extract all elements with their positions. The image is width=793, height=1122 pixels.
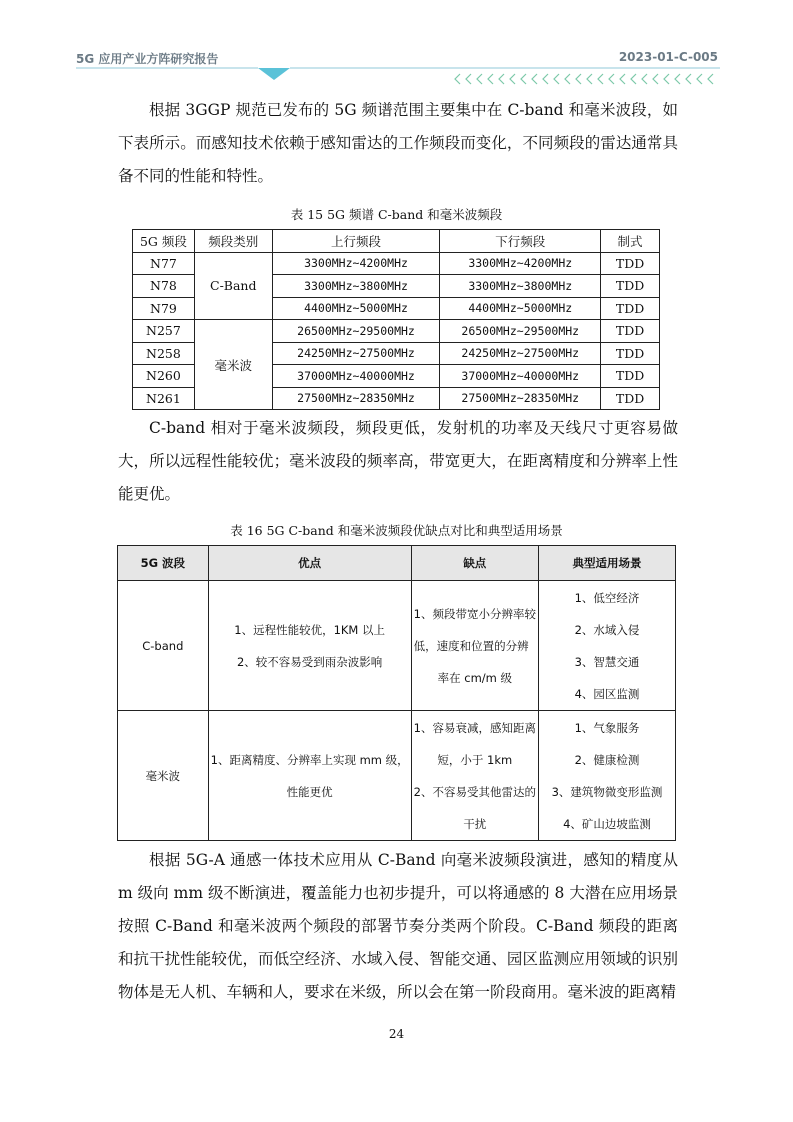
chevron-left-icon: [455, 74, 460, 84]
table-row: [133, 252, 660, 275]
mode-cell: TDD: [601, 275, 660, 298]
chevron-left-icon: [598, 74, 603, 84]
page-number: 24: [388, 1027, 405, 1041]
chevron-left-icon: [708, 74, 713, 84]
chevron-left-icon: [543, 74, 548, 84]
band-cell: N79: [133, 297, 195, 320]
header-decoration: [0, 64, 793, 88]
chevron-left-icon: [521, 74, 526, 84]
pros-line: 1、远程性能较优，1KM 以上: [234, 622, 386, 637]
header-downlink: 下行频段: [440, 230, 601, 253]
scenario-line: 4、园区监测: [574, 686, 640, 701]
mode-cell: TDD: [601, 342, 660, 365]
scenario-line: 2、健康检测: [574, 752, 640, 767]
uplink-cell: 27500MHz~28350MHz: [272, 387, 440, 410]
paragraph-band-comparison: C-band 相对于毫米波频段，频段更低，发射机的功率及天线尺寸更容易做大，所以远程性能较优；毫米波段的频率高，带宽更大，在距离精度和分辨率上性能更优。: [118, 419, 678, 503]
chevron-left-icon: [609, 74, 614, 84]
scenario-line: 1、低空经济: [574, 590, 640, 605]
cons-cell: [411, 711, 538, 841]
header-pros: 优点: [208, 546, 411, 581]
scenario-line: 3、建筑物微变形监测: [551, 784, 663, 799]
cons-line: 2、不容易受其他雷达的: [413, 784, 536, 799]
chevron-left-icon: [554, 74, 559, 84]
chevron-left-icon: [576, 74, 581, 84]
band-comparison-table: [117, 545, 676, 841]
header-uplink: 上行频段: [272, 230, 440, 253]
table-row: [118, 711, 676, 841]
band-cell: N258: [133, 342, 195, 365]
table-header-row: [133, 230, 660, 253]
downlink-cell: 3300MHz~4200MHz: [440, 252, 601, 275]
chevron-left-icon: [532, 74, 537, 84]
header-cons: 缺点: [411, 546, 538, 581]
pros-line: 2、较不容易受到雨杂波影响: [236, 654, 383, 669]
header-title: 5G 应用产业方阵研究报告: [76, 52, 219, 66]
pros-line: 1、距离精度、分辨率上实现 mm 级，: [210, 752, 409, 767]
uplink-cell: 3300MHz~4200MHz: [272, 252, 440, 275]
chevron-left-icon: [697, 74, 702, 84]
cons-line: 1、容易衰减，感知距离: [413, 720, 536, 735]
band-cell: C-band: [118, 581, 209, 711]
header-scenarios: 典型适用场景: [538, 546, 675, 581]
chevron-left-icon: [499, 74, 504, 84]
uplink-cell: 37000MHz~40000MHz: [272, 365, 440, 388]
cons-line: 短，小于 1km: [437, 752, 513, 767]
chevron-left-icon: [664, 74, 669, 84]
chevron-left-icon: [642, 74, 647, 84]
chevron-left-icon: [631, 74, 636, 84]
uplink-cell: 24250MHz~27500MHz: [272, 342, 440, 365]
scenario-line: 1、气象服务: [574, 720, 640, 735]
paragraph-spectrum-intro: 根据 3GGP 规范已发布的 5G 频谱范围主要集中在 C-band 和毫米波段，如下表所示。而感知技术依赖于感知雷达的工作频段而变化，不同频段的雷达通常具备不同的性能和特性。: [118, 101, 678, 185]
band-cell: 毫米波: [118, 711, 209, 841]
uplink-cell: 26500MHz~29500MHz: [272, 320, 440, 343]
mode-cell: TDD: [601, 365, 660, 388]
scenario-line: 2、水域入侵: [574, 622, 640, 637]
header-band: 5G 频段: [133, 230, 195, 253]
chevron-left-icon: [488, 74, 493, 84]
scenario-line: 4、矿山边坡监测: [563, 816, 651, 831]
band-cell: N260: [133, 365, 195, 388]
uplink-cell: 4400MHz~5000MHz: [272, 297, 440, 320]
downlink-cell: 37000MHz~40000MHz: [440, 365, 601, 388]
downlink-cell: 3300MHz~3800MHz: [440, 275, 601, 298]
uplink-cell: 3300MHz~3800MHz: [272, 275, 440, 298]
chevron-left-icon: [477, 74, 482, 84]
downlink-cell: 24250MHz~27500MHz: [440, 342, 601, 365]
table-15-caption: 表 15 5G 频谱 C-band 和毫米波频段: [290, 207, 503, 222]
scenario-line: 3、智慧交通: [574, 654, 640, 669]
downlink-cell: 4400MHz~5000MHz: [440, 297, 601, 320]
spectrum-table: [132, 229, 660, 410]
category-cband: C-Band: [194, 252, 272, 320]
chevron-left-icon: [620, 74, 625, 84]
header-category: 频段类别: [194, 230, 272, 253]
header-band: 5G 波段: [118, 546, 209, 581]
scenarios-cell: [538, 711, 675, 841]
cons-cell: [411, 581, 538, 711]
cons-line: 率在 cm/m 级: [437, 670, 513, 685]
chevron-left-icon: [587, 74, 592, 84]
pros-cell: [208, 581, 411, 711]
document-code: 2023-01-C-005: [618, 50, 718, 64]
pros-line: 性能更优: [286, 784, 333, 799]
header-mode: 制式: [601, 230, 660, 253]
mode-cell: TDD: [601, 320, 660, 343]
downlink-cell: 26500MHz~29500MHz: [440, 320, 601, 343]
table-row: [118, 581, 676, 711]
table-16-caption: 表 16 5G C-band 和毫米波频段优缺点对比和典型适用场景: [230, 523, 563, 538]
downlink-cell: 27500MHz~28350MHz: [440, 387, 601, 410]
cons-line: 1、频段带宽小分辨率较: [413, 606, 536, 621]
chevron-left-icon: [466, 74, 471, 84]
chevron-left-icon: [675, 74, 680, 84]
band-cell: N77: [133, 252, 195, 275]
scenarios-cell: [538, 581, 675, 711]
table-header-row: [118, 546, 676, 581]
chevron-left-icon: [565, 74, 570, 84]
pros-cell: [208, 711, 411, 841]
band-cell: N261: [133, 387, 195, 410]
mode-cell: TDD: [601, 252, 660, 275]
chevron-left-icon: [686, 74, 691, 84]
paragraph-deployment-stages: 根据 5G-A 通感一体技术应用从 C-Band 向毫米波频段演进，感知的精度从 m 级向 mm 级不断演进，覆盖能力也初步提升，可以将通感的 8 大潜在应用场景按照 C-Band 和毫米波两个频段的部署节奏分类两个阶段。C-Band 频段的距离和抗干扰性能较优，而低空经济、水域入侵、智能交通、园区监测应用领域的识别物体是无人机、车辆和人，要求在米级，所以会在第一阶段商用。毫米波的距离精: [118, 851, 678, 1001]
band-cell: N257: [133, 320, 195, 343]
mode-cell: TDD: [601, 297, 660, 320]
mode-cell: TDD: [601, 387, 660, 410]
chevron-left-icon: [510, 74, 515, 84]
chevron-left-icon: [653, 74, 658, 84]
cons-line: 低，速度和位置的分辨: [413, 638, 529, 653]
band-cell: N78: [133, 275, 195, 298]
cons-line: 干扰: [463, 816, 487, 831]
table-row: [133, 320, 660, 343]
category-mmwave: 毫米波: [194, 320, 272, 410]
